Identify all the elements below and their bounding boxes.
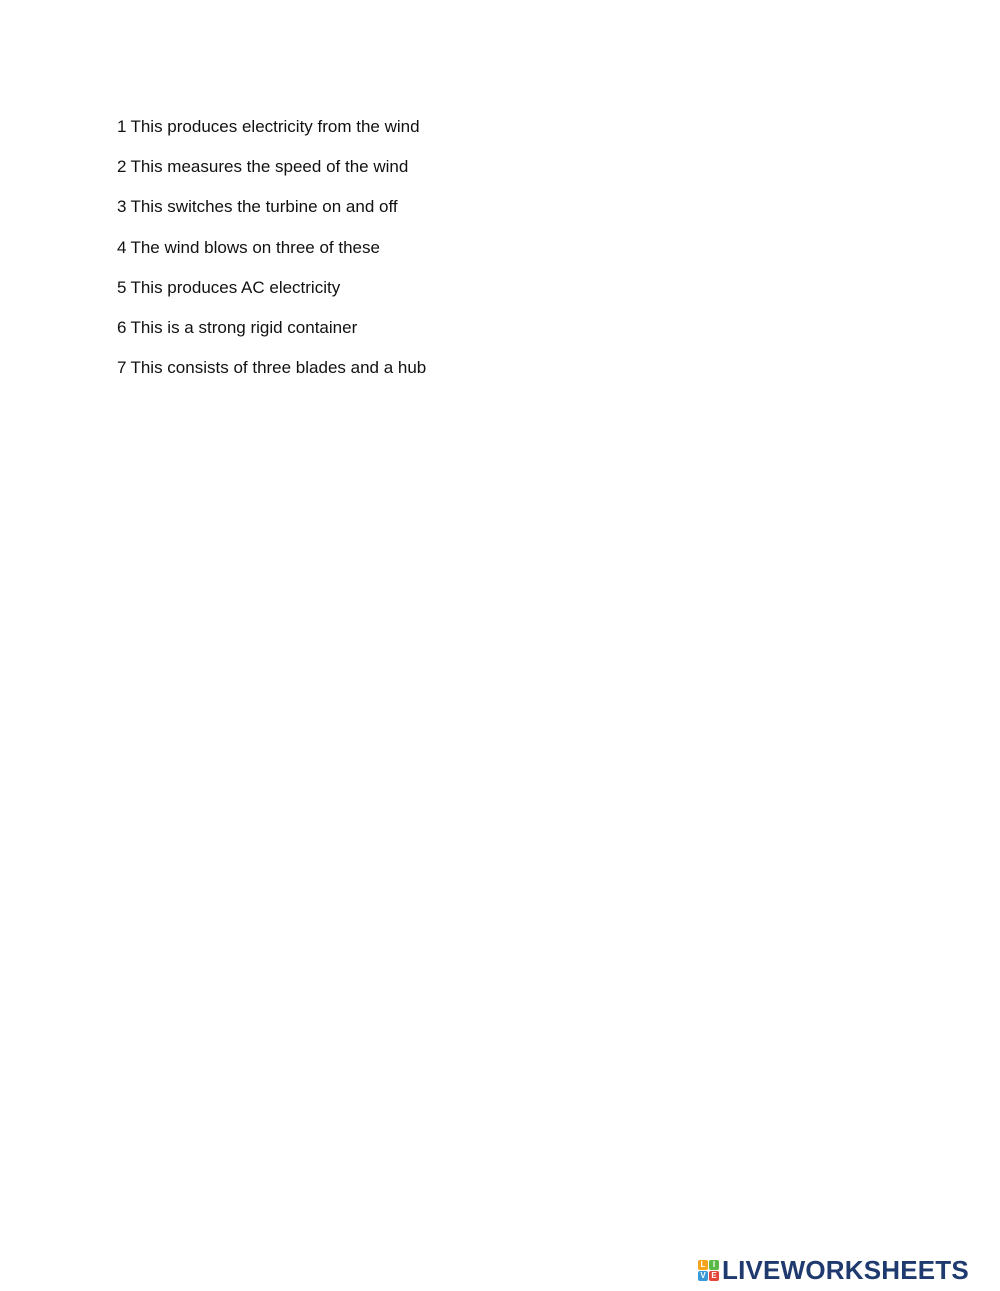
clue-item-1 <box>117 116 426 156</box>
clue-item-4 <box>117 237 426 277</box>
clue-text: This measures the speed of the wind <box>130 157 409 177</box>
logo-square-v: V <box>698 1271 708 1281</box>
liveworksheets-logo <box>698 1254 969 1286</box>
logo-square-i: I <box>709 1260 719 1270</box>
clue-item-2 <box>117 156 426 196</box>
clue-number: 1 <box>117 117 127 136</box>
logo-square-l: L <box>698 1260 708 1270</box>
clue-number: 4 <box>117 237 127 257</box>
clue-number: 2 <box>117 157 127 177</box>
clue-number: 6 <box>117 317 127 337</box>
logo-square-e: E <box>709 1271 719 1281</box>
clue-text: This consists of three blades and a hub <box>130 358 427 378</box>
clue-text: The wind blows on three of these <box>130 237 380 257</box>
clue-item-5 <box>117 277 426 317</box>
clue-number: 7 <box>117 358 127 378</box>
clue-text: This produces AC electricity <box>130 277 341 297</box>
logo-squares-icon <box>698 1260 719 1281</box>
clue-item-3 <box>117 196 426 236</box>
clue-text: This produces electricity from the wind <box>130 117 420 136</box>
clue-item-6 <box>117 317 426 357</box>
clue-list <box>117 116 426 397</box>
logo-text: LIVEWORKSHEETS <box>722 1254 969 1285</box>
clue-number: 3 <box>117 197 127 217</box>
clue-number: 5 <box>117 277 127 297</box>
clue-text: This is a strong rigid container <box>130 317 358 337</box>
clue-text: This switches the turbine on and off <box>130 197 398 217</box>
clue-item-7 <box>117 357 426 397</box>
